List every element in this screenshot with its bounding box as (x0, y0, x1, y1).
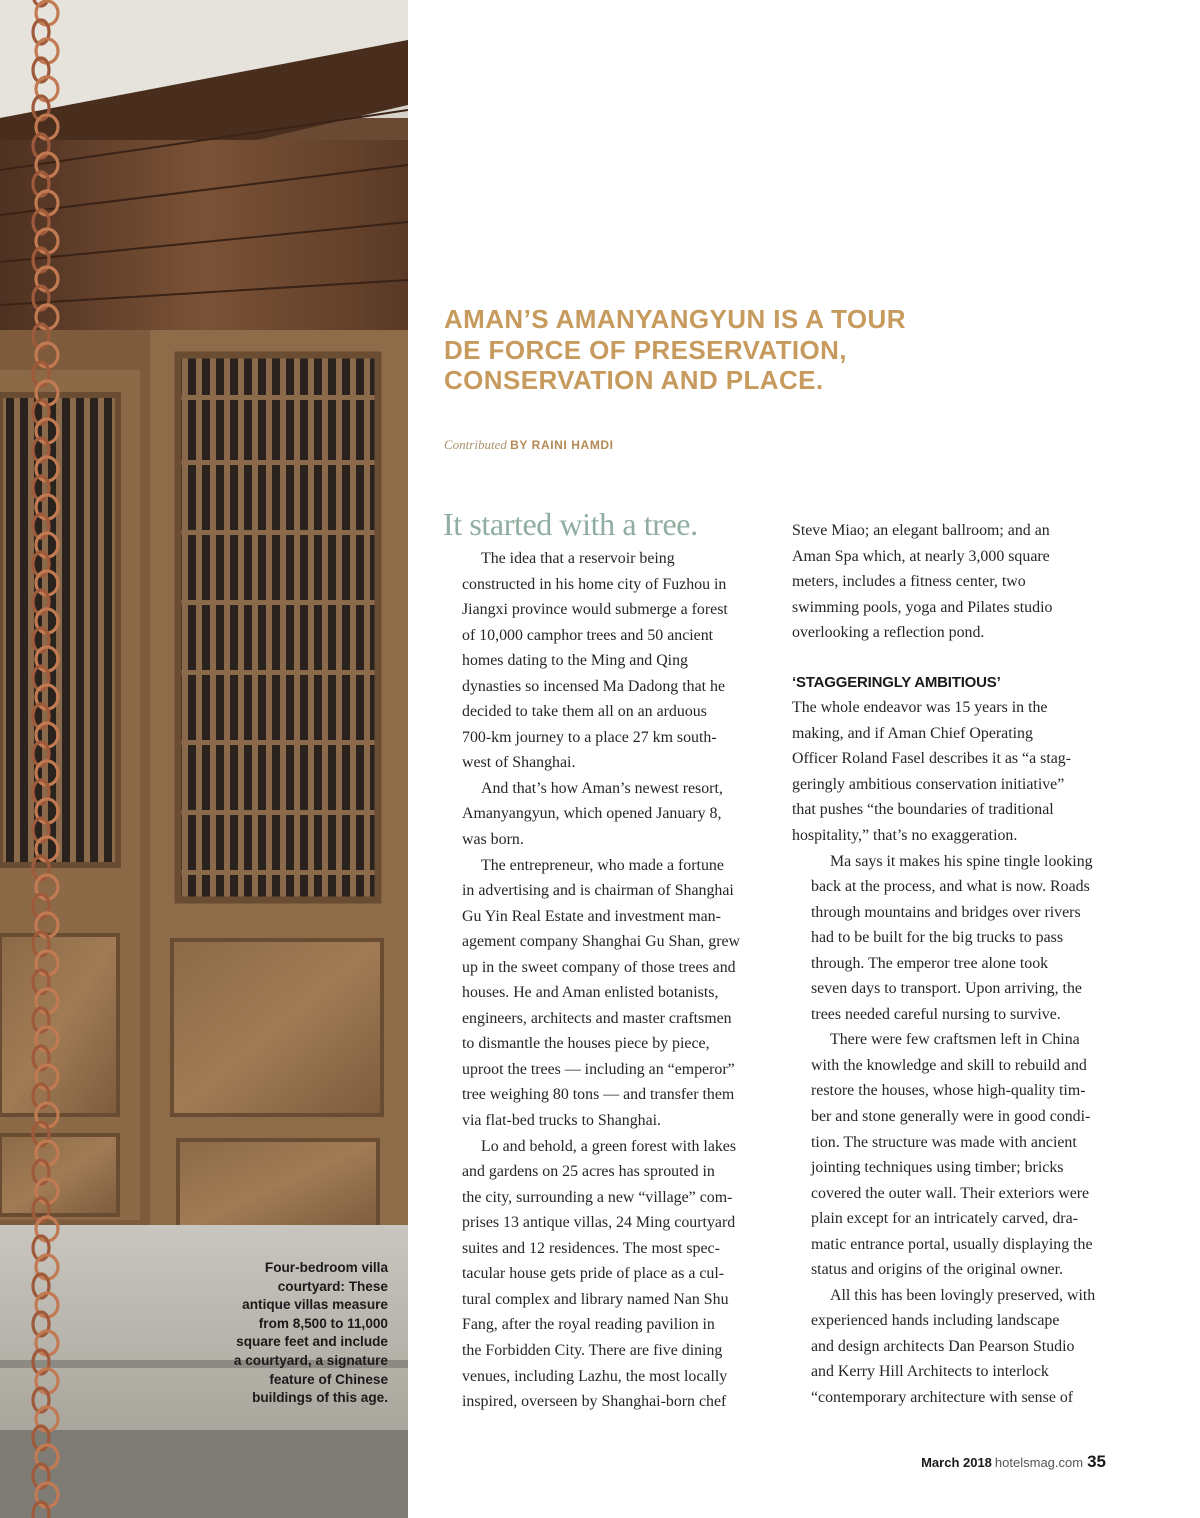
lead-heading: It started with a tree. (443, 506, 698, 542)
text-line: houses. He and Aman enlisted botanists, (462, 984, 719, 1002)
byline-prefix: Contributed (444, 437, 507, 452)
byline-author: BY RAINI HAMDI (510, 438, 614, 452)
text-line: Fang, after the royal reading pavilion in (462, 1316, 715, 1334)
photo-caption: Four-bedroom villa courtyard: These antique villas measure from 8,500 to 11,000 square feet and include a courtyard, a signature feature of Chinese buildings of this age. (233, 1260, 388, 1406)
article-deck: AMAN’S AMANYANGYUN IS A TOUR DE FORCE OF PRESERVATION, CONSERVATION AND PLACE. (444, 304, 906, 395)
text-line: uproot the trees — including an “emperor” (462, 1060, 735, 1078)
text-line: geringly ambitious conservation initiative” (792, 775, 1065, 793)
text-line: And that’s how Aman’s newest resort, (481, 779, 723, 797)
paragraph (443, 546, 761, 776)
text-line: up in the sweet company of those trees and (462, 958, 736, 976)
text-line: Steve Miao; an elegant ballroom; and an (792, 522, 1050, 539)
text-line: tion. The structure was made with ancient (811, 1133, 1077, 1151)
text-line: engineers, architects and master craftsmen (462, 1009, 732, 1027)
text-line: to dismantle the houses piece by piece, (462, 1035, 710, 1053)
paragraph (792, 849, 1110, 1028)
text-line: with the knowledge and skill to rebuild and (811, 1056, 1087, 1074)
paragraph (792, 695, 1110, 848)
text-line: and design architects Dan Pearson Studio (811, 1337, 1075, 1355)
text-line: All this has been lovingly preserved, with (830, 1286, 1096, 1304)
text-line: venues, including Lazhu, the most locally (462, 1367, 728, 1385)
text-line: There were few craftsmen left in China (830, 1031, 1080, 1049)
paragraph (443, 776, 761, 853)
text-line: decided to take them all on an arduous (462, 703, 707, 721)
text-line: via flat-bed trucks to Shanghai. (462, 1112, 662, 1130)
text-line: homes dating to the Ming and Qing (462, 652, 688, 670)
text-line: prises 13 antique villas, 24 Ming courtyard (462, 1214, 736, 1232)
paragraph (792, 1283, 1110, 1411)
text-line: ber and stone generally were in good condi- (811, 1107, 1091, 1125)
text-line: experienced hands including landscape (811, 1312, 1060, 1330)
folio-site: hotelsmag.com (994, 1455, 1084, 1470)
folio-month: March 2018 (921, 1455, 992, 1470)
text-line: constructed in his home city of Fuzhou in (462, 575, 727, 593)
text-line: hospitality,” that’s no exaggeration. (792, 826, 1018, 844)
right-column-intro (792, 518, 1110, 646)
text-line: and gardens on 25 acres has sprouted in (462, 1163, 715, 1181)
page-folio (921, 1452, 1106, 1472)
section-subhead: ‘STAGGERINGLY AMBITIOUS’ (792, 673, 1001, 691)
text-line: plain except for an intricately carved, dra- (811, 1210, 1078, 1228)
text-line: tacular house gets pride of place as a cul- (462, 1265, 725, 1283)
text-line: the Forbidden City. There are five dining (462, 1341, 723, 1359)
column-left (443, 506, 761, 1415)
text-line: matic entrance portal, usually displaying the (811, 1235, 1093, 1253)
text-line: The idea that a reservoir being (481, 550, 675, 567)
page-number: 35 (1087, 1452, 1106, 1471)
text-line: through mountains and bridges over rivers (811, 903, 1081, 921)
text-line: was born. (462, 831, 524, 849)
text-line: Officer Roland Fasel describes it as “a stag- (792, 750, 1072, 768)
text-line: agement company Shanghai Gu Shan, grew (462, 933, 741, 951)
byline (444, 437, 614, 453)
text-line: The whole endeavor was 15 years in the (792, 699, 1048, 717)
paragraph (792, 518, 1110, 646)
column-right (792, 518, 1110, 1411)
feature-photo (0, 0, 408, 1518)
text-line: tural complex and library named Nan Shu (462, 1290, 729, 1308)
text-line: Amanyangyun, which opened January 8, (462, 805, 722, 823)
text-line: “contemporary architecture with sense of (811, 1389, 1074, 1406)
text-line: status and origins of the original owner. (811, 1261, 1063, 1279)
text-line: west of Shanghai. (462, 754, 576, 772)
text-line: Jiangxi province would submerge a forest (462, 601, 728, 619)
text-line: Gu Yin Real Estate and investment man- (462, 907, 721, 925)
text-line: dynasties so incensed Ma Dadong that he (462, 677, 726, 695)
text-line: Lo and behold, a green forest with lakes (481, 1137, 737, 1155)
text-line: Ma says it makes his spine tingle looking (830, 852, 1093, 870)
text-line: had to be built for the big trucks to pass (811, 929, 1063, 947)
text-line: trees needed careful nursing to survive. (811, 1005, 1061, 1023)
paragraph (443, 1134, 761, 1415)
paragraph (792, 1027, 1110, 1282)
text-line: of 10,000 camphor trees and 50 ancient (462, 626, 714, 644)
text-line: that pushes “the boundaries of traditional (792, 801, 1054, 819)
text-line: swimming pools, yoga and Pilates studio (792, 598, 1053, 616)
text-line: tree weighing 80 tons — and transfer them (462, 1086, 735, 1104)
text-line: overlooking a reflection pond. (792, 624, 985, 642)
text-line: meters, includes a fitness center, two (792, 573, 1026, 591)
text-line: The entrepreneur, who made a fortune (481, 856, 724, 874)
text-line: back at the process, and what is now. Roads (811, 878, 1090, 896)
text-line: restore the houses, whose high-quality tim- (811, 1082, 1086, 1100)
text-line: covered the outer wall. Their exteriors were (811, 1184, 1090, 1202)
text-line: 700-km journey to a place 27 km south- (462, 728, 717, 746)
text-line: jointing techniques using timber; bricks (811, 1159, 1064, 1177)
left-column-body (443, 546, 761, 1415)
text-line: in advertising and is chairman of Shanghai (462, 882, 734, 900)
text-line: through. The emperor tree alone took (811, 954, 1049, 972)
text-line: and Kerry Hill Architects to interlock (811, 1363, 1049, 1381)
text-line: Aman Spa which, at nearly 3,000 square (792, 547, 1050, 565)
paragraph (443, 853, 761, 1134)
text-line: suites and 12 residences. The most spec- (462, 1239, 720, 1257)
text-line: the city, surrounding a new “village” com- (462, 1188, 733, 1206)
right-column-body (792, 695, 1110, 1410)
text-line: making, and if Aman Chief Operating (792, 724, 1033, 742)
text-line: seven days to transport. Upon arriving, the (811, 980, 1082, 998)
text-line: inspired, overseen by Shanghai-born chef (462, 1393, 727, 1411)
